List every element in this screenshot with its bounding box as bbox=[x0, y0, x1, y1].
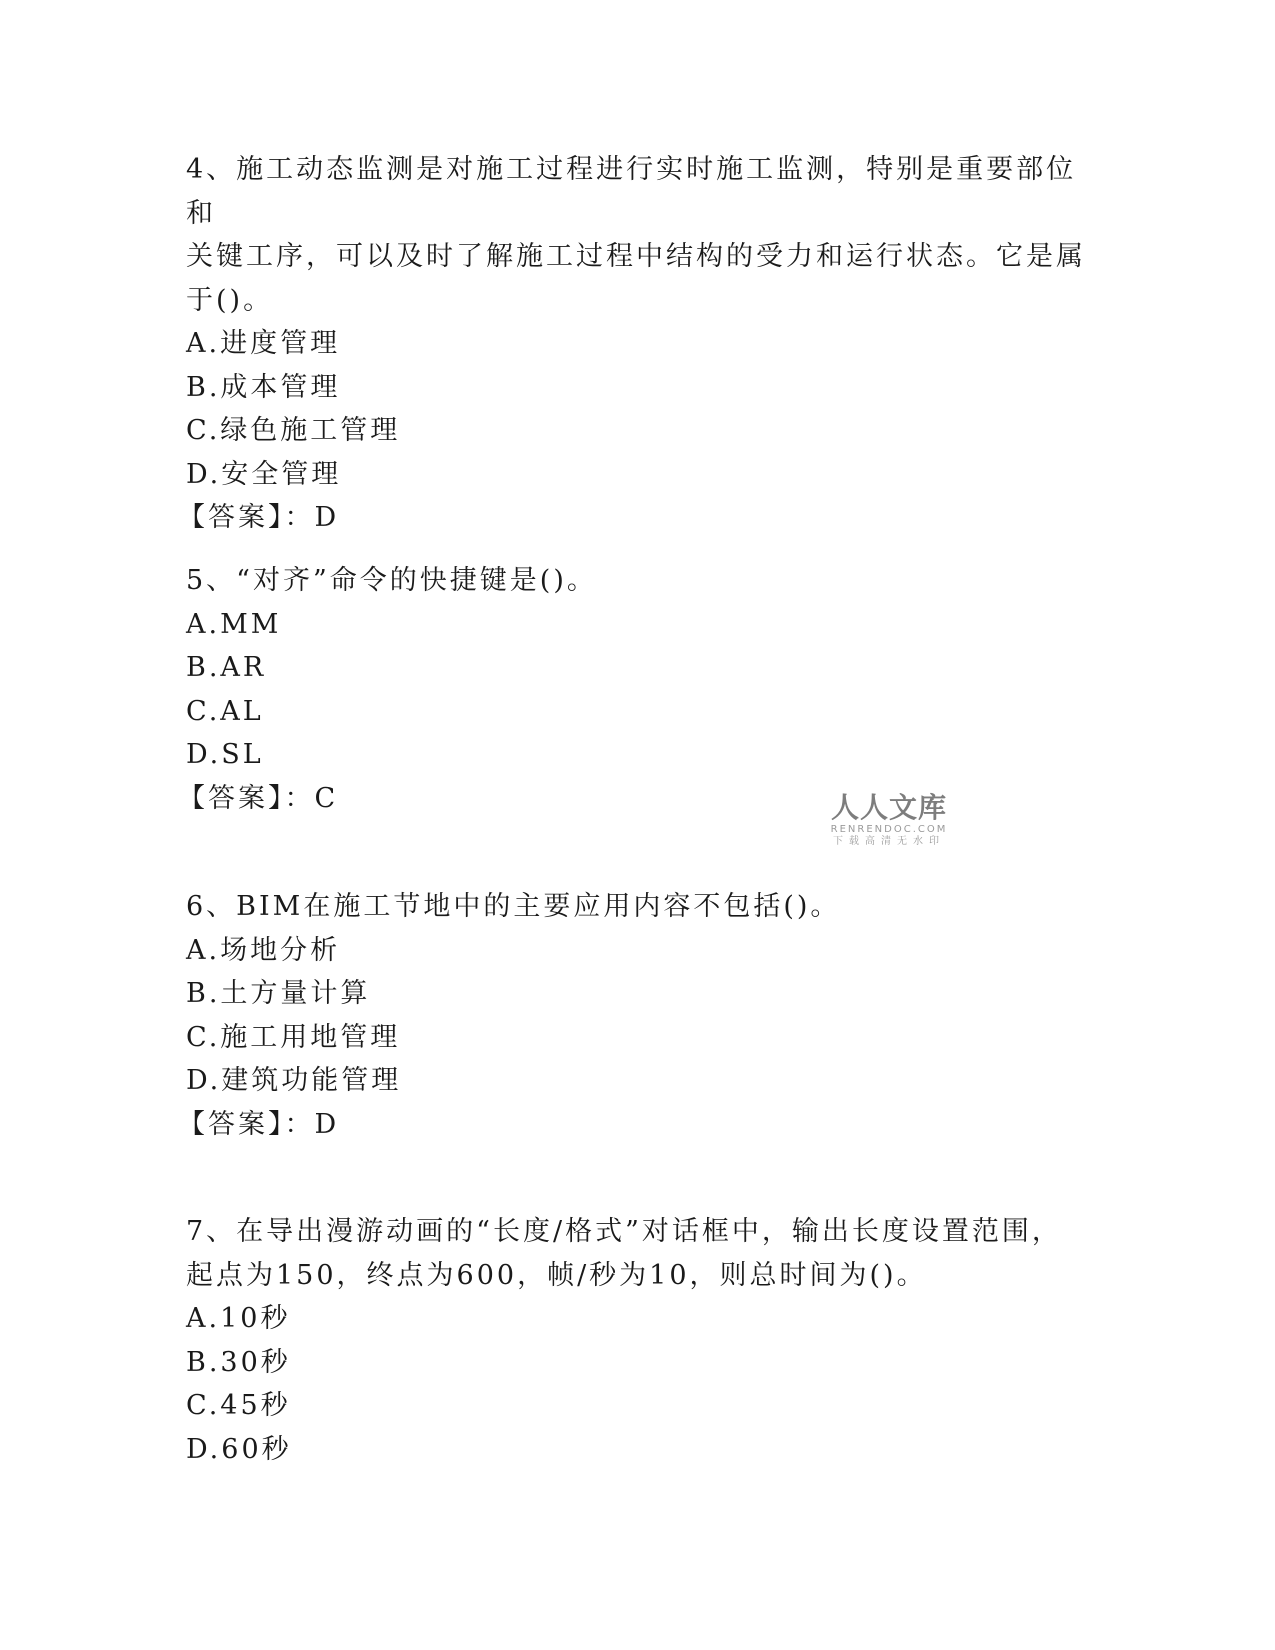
question-7 bbox=[186, 1210, 1062, 1471]
option-a: A.场地分析 bbox=[186, 934, 341, 966]
option-d: D.60秒 bbox=[186, 1433, 292, 1465]
answer-line: 【答案】：D bbox=[178, 502, 340, 533]
option-a: A.10秒 bbox=[186, 1303, 291, 1334]
question-4 bbox=[178, 148, 1086, 540]
watermark-title: 人人文库 bbox=[830, 791, 947, 824]
option-c: C.45秒 bbox=[186, 1390, 291, 1421]
watermark-logo bbox=[826, 792, 952, 848]
option-b: B.成本管理 bbox=[186, 371, 341, 403]
question-stem-line: 于()。 bbox=[186, 284, 274, 316]
watermark-subtitle: 下载高清无水印 bbox=[833, 836, 945, 847]
question-6 bbox=[178, 885, 841, 1146]
option-b: B.AR bbox=[186, 652, 267, 683]
option-c: C.绿色施工管理 bbox=[186, 415, 401, 446]
option-a: A.进度管理 bbox=[186, 328, 341, 359]
question-stem-line: 4、施工动态监测是对施工过程进行实时施工监测，特别是重要部位和 bbox=[186, 154, 1077, 229]
option-d: D.建筑功能管理 bbox=[186, 1065, 402, 1096]
option-b: B.土方量计算 bbox=[186, 978, 371, 1009]
option-c: C.AL bbox=[186, 695, 264, 727]
question-stem-line: 6、BIM在施工节地中的主要应用内容不包括()。 bbox=[186, 891, 841, 922]
question-stem-line: 7、在导出漫游动画的“长度/格式”对话框中，输出长度设置范围， bbox=[186, 1216, 1062, 1247]
answer-line: 【答案】：C bbox=[178, 782, 339, 814]
question-stem-line: 起点为150，终点为600，帧/秒为10，则总时间为()。 bbox=[186, 1259, 927, 1291]
watermark-domain: RENRENDOC.COM bbox=[830, 824, 948, 835]
option-a: A.MM bbox=[186, 608, 282, 640]
answer-line: 【答案】：D bbox=[178, 1108, 340, 1140]
option-d: D.安全管理 bbox=[186, 458, 342, 490]
question-stem-line: 5、“对齐”命令的快捷键是()。 bbox=[186, 565, 597, 596]
option-c: C.施工用地管理 bbox=[186, 1021, 401, 1053]
question-stem-line: 关键工序，可以及时了解施工过程中结构的受力和运行状态。它是属 bbox=[186, 241, 1086, 272]
question-5 bbox=[178, 559, 597, 820]
option-d: D.SL bbox=[186, 739, 264, 770]
option-b: B.30秒 bbox=[186, 1346, 291, 1378]
